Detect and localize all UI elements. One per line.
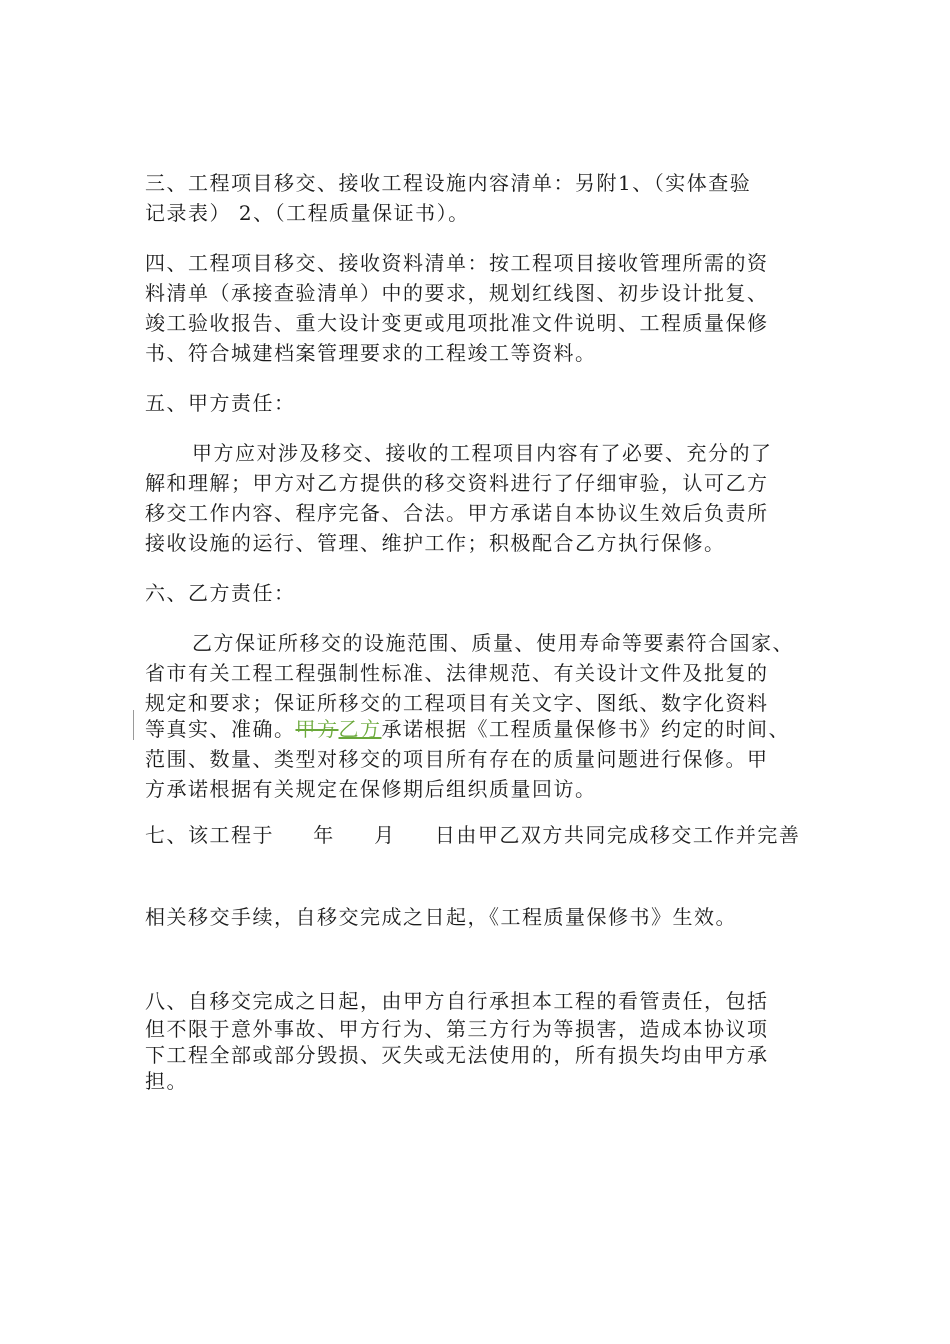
section-6-line-5: 范围、数量、类型对移交的项目所有存在的质量问题进行保修。甲 [145, 747, 769, 771]
section-6-line-3: 规定和要求；保证所移交的工程项目有关文字、图纸、数字化资料 [145, 691, 769, 715]
section-5-line-4: 接收设施的运行、管理、维护工作；积极配合乙方执行保修。 [145, 531, 726, 555]
revision-text-after: 承诺根据《工程质量保修书》约定的时间、 [381, 717, 790, 741]
section-8-line-4: 担。 [145, 1069, 188, 1093]
revision-change-bar [133, 710, 134, 740]
section-4-line-1: 四、工程项目移交、接收资料清单：按工程项目接收管理所需的资 [145, 251, 769, 275]
section-8-line-3: 下工程全部或部分毁损、灭失或无法使用的，所有损失均由甲方承 [145, 1043, 769, 1067]
section-7-line-2: 相关移交手续，自移交完成之日起，《工程质量保修书》生效。 [145, 905, 737, 929]
section-6-revision-line [145, 714, 790, 744]
section-8-line-1: 八、自移交完成之日起，由甲方自行承担本工程的看管责任，包括 [145, 989, 769, 1013]
revision-inserted-text[interactable]: 乙方 [338, 717, 382, 741]
section-4-line-3: 竣工验收报告、重大设计变更或甩项批准文件说明、工程质量保修 [145, 311, 769, 335]
section-7-line-1: 七、该工程于 年 月 日由甲乙双方共同完成移交工作并完善 [145, 823, 801, 847]
revision-deleted-text[interactable]: 甲方 [295, 717, 339, 741]
section-8-line-2: 但不限于意外事故、甲方行为、第三方行为等损害，造成本协议项 [145, 1017, 769, 1041]
section-4-line-4: 书、符合城建档案管理要求的工程竣工等资料。 [145, 341, 597, 365]
section-6-line-6: 方承诺根据有关规定在保修期后组织质量回访。 [145, 777, 597, 801]
section-6-line-2: 省市有关工程工程强制性标准、法律规范、有关设计文件及批复的 [145, 661, 769, 685]
section-5-heading: 五、甲方责任： [145, 391, 296, 415]
section-4-line-2: 料清单（承接查验清单）中的要求，规划红线图、初步设计批复、 [145, 281, 769, 305]
section-6-line-1: 乙方保证所移交的设施范围、质量、使用寿命等要素符合国家、 [192, 631, 794, 655]
section-3-line-2: 记录表） 2、（工程质量保证书）。 [145, 201, 470, 225]
section-3-line-1: 三、工程项目移交、接收工程设施内容清单：另附1、（实体查验 [145, 171, 752, 195]
section-6-heading: 六、乙方责任： [145, 581, 296, 605]
section-5-line-3: 移交工作内容、程序完备、合法。甲方承诺自本协议生效后负责所 [145, 501, 769, 525]
revision-text-before: 等真实、准确。 [145, 717, 296, 741]
section-5-line-2: 解和理解；甲方对乙方提供的移交资料进行了仔细审验，认可乙方 [145, 471, 769, 495]
section-5-line-1: 甲方应对涉及移交、接收的工程项目内容有了必要、充分的了 [192, 441, 773, 465]
